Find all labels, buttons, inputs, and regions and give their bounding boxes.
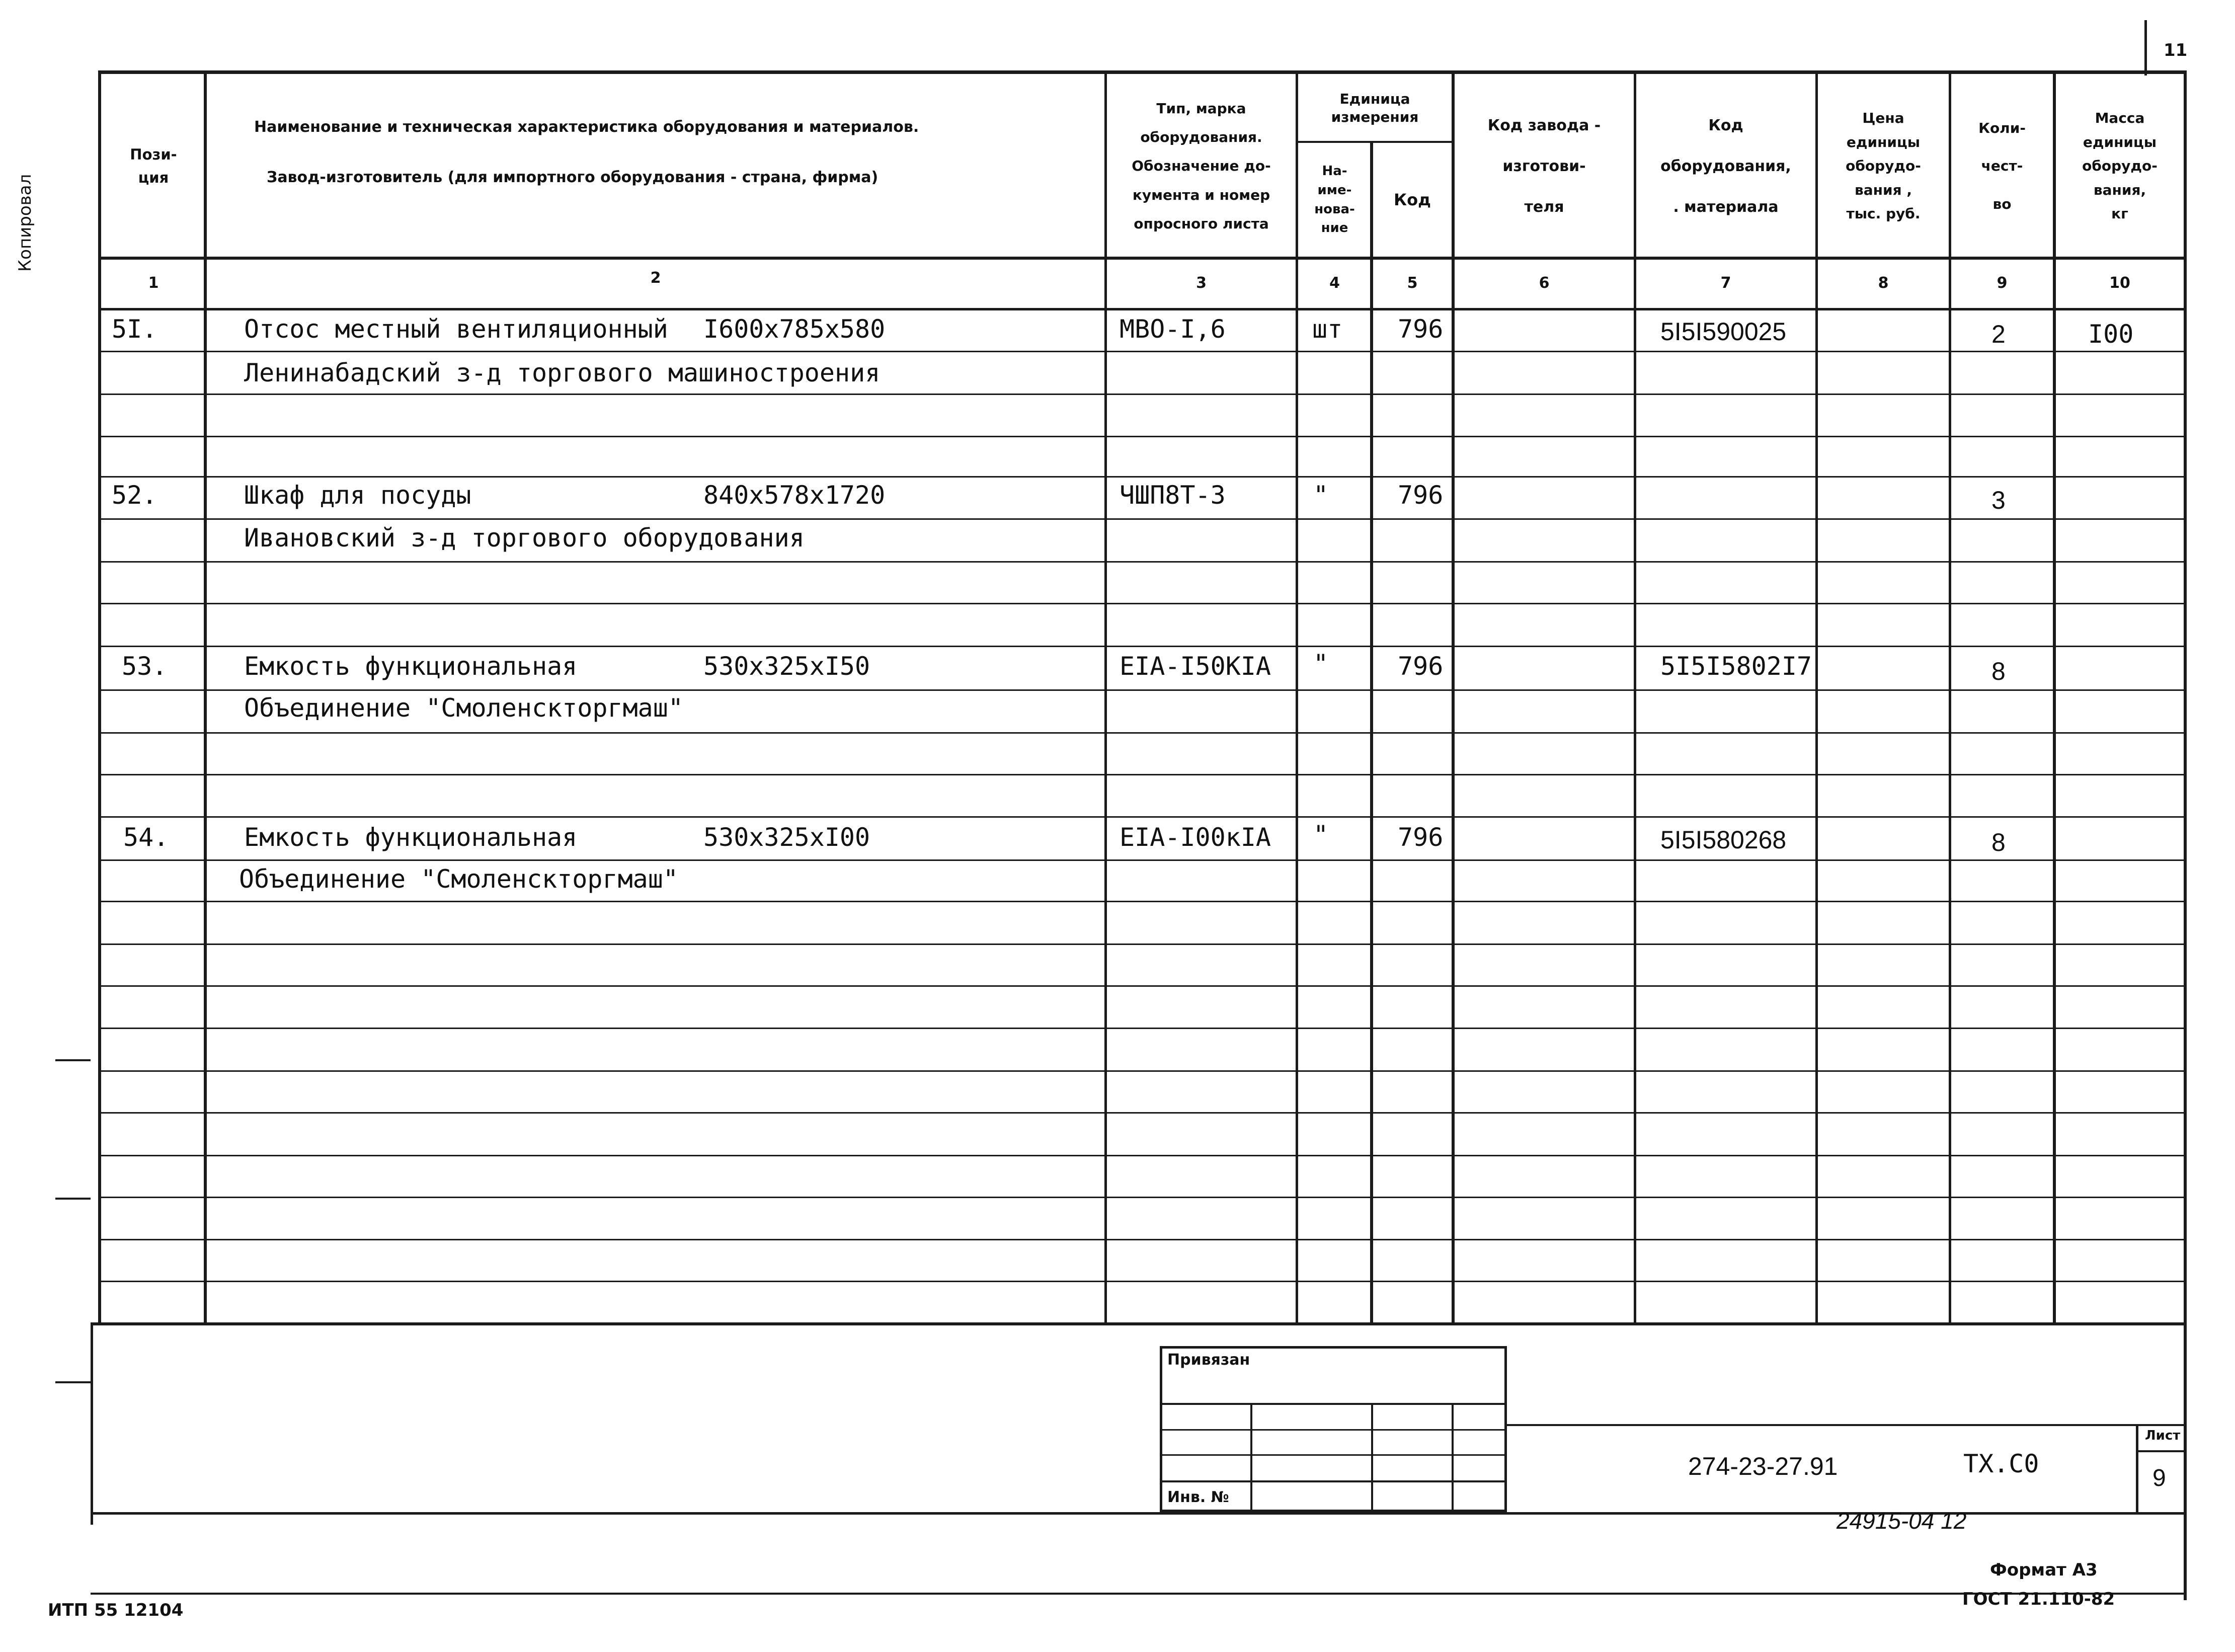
row-name: Отсос местный вентиляционный xyxy=(244,314,668,344)
row-maker: Ивановский з-д торгового оборудования xyxy=(244,523,805,553)
col-number: 1 xyxy=(148,274,159,292)
row-qty: 2 xyxy=(1991,320,2006,348)
header-mass: Масса единицы оборудо- вания, кг xyxy=(2082,110,2158,222)
header-name-line2: Завод-изготовитель (для импортного оборудования - страна, фирма) xyxy=(267,169,879,186)
col-number: 4 xyxy=(1329,274,1340,292)
row-type: ЕIА-I00кIА xyxy=(1120,823,1271,852)
title-block xyxy=(1160,1346,1507,1512)
row-unit-code: 796 xyxy=(1398,652,1444,681)
row-position: 54. xyxy=(123,823,169,852)
row-position: 5I. xyxy=(112,314,157,344)
row-unit: " xyxy=(1313,481,1329,510)
row-unit-code: 796 xyxy=(1398,481,1444,510)
row-unit: " xyxy=(1313,649,1329,678)
sheet-label: Лист xyxy=(2145,1428,2181,1443)
header-unit-name: На- име- нова- ние xyxy=(1314,164,1355,236)
sheet-number: 9 xyxy=(2152,1465,2166,1491)
row-type: ЕIА-I50КIА xyxy=(1120,652,1271,681)
row-item-code: 5I5I590025 xyxy=(1660,318,1787,346)
header-price: Цена единицы оборудо- вания , тыс. руб. xyxy=(1846,110,1921,222)
row-type: МВО-I,6 xyxy=(1120,314,1226,344)
row-qty: 8 xyxy=(1991,828,2006,856)
row-size: I600x785x580 xyxy=(703,314,886,344)
row-qty: 8 xyxy=(1991,657,2006,685)
row-maker: Объединение "Смоленскторгмаш" xyxy=(244,693,683,723)
row-qty: 3 xyxy=(1991,486,2006,514)
row-name: Шкаф для посуды xyxy=(244,481,471,510)
col-number: 6 xyxy=(1539,274,1550,292)
header-maker-code: Код завода - изготови- теля xyxy=(1487,116,1601,216)
bound-label: Привязан xyxy=(1167,1351,1250,1369)
col-number: 7 xyxy=(1720,274,1731,292)
col-number: 10 xyxy=(2109,274,2130,292)
row-maker: Объединение "Смоленскторгмаш" xyxy=(239,864,678,894)
row-mass: I00 xyxy=(2088,320,2134,349)
row-maker: Ленинабадский з-д торгового машиностроения xyxy=(244,358,881,387)
header-name-line1: Наименование и техническая характеристика оборудования и материалов. xyxy=(254,118,919,136)
col-number: 3 xyxy=(1196,274,1207,292)
row-unit: шт xyxy=(1312,314,1343,344)
row-name: Емкость функциональная xyxy=(244,652,578,681)
col-number: 5 xyxy=(1407,274,1418,292)
row-unit-code: 796 xyxy=(1398,314,1444,344)
row-position: 53. xyxy=(122,652,168,681)
document-code: 274-23-27.91 xyxy=(1688,1452,1838,1480)
header-item-code: Код оборудования, . материала xyxy=(1660,116,1791,216)
col-number: 8 xyxy=(1878,274,1889,292)
side-label: Копировал xyxy=(15,174,35,272)
format-label: Формат А3 xyxy=(1990,1560,2098,1580)
row-size: 530x325xI00 xyxy=(703,823,870,852)
row-unit: " xyxy=(1313,820,1329,849)
row-item-code: 5I5I580268 xyxy=(1660,826,1787,854)
header-unit-code: Код xyxy=(1394,190,1431,209)
inventory-label: Инв. № xyxy=(1167,1488,1229,1506)
row-size: 840x578x1720 xyxy=(703,481,886,510)
header-quantity: Коли- чест- во xyxy=(1978,119,2026,212)
handwritten-reference: 24915-04 12 xyxy=(1837,1508,1967,1534)
row-unit-code: 796 xyxy=(1398,823,1444,852)
row-item-code: 5I5I5802I7 xyxy=(1660,652,1812,681)
row-type: ЧШП8Т-3 xyxy=(1120,481,1226,510)
sheet-box xyxy=(2136,1424,2186,1512)
col-number: 2 xyxy=(650,269,661,287)
header-position: Пози- ция xyxy=(130,145,177,186)
document-suffix: ТХ.С0 xyxy=(1963,1449,2039,1478)
gost-label: ГОСТ 21.110-82 xyxy=(1962,1589,2115,1609)
row-name: Емкость функциональная xyxy=(244,823,578,852)
header-type: Тип, марка оборудования. Обозначение до- кумента и номер опросного листа xyxy=(1132,100,1271,232)
col-number: 9 xyxy=(1997,274,2008,292)
header-unit-group: Единица измерения xyxy=(1331,90,1419,125)
sheet-corner-mark: 11 xyxy=(2164,40,2188,60)
row-position: 52. xyxy=(112,481,157,510)
row-size: 530x325xI50 xyxy=(703,652,870,681)
footer-code: ИТП 55 12104 xyxy=(48,1600,184,1620)
